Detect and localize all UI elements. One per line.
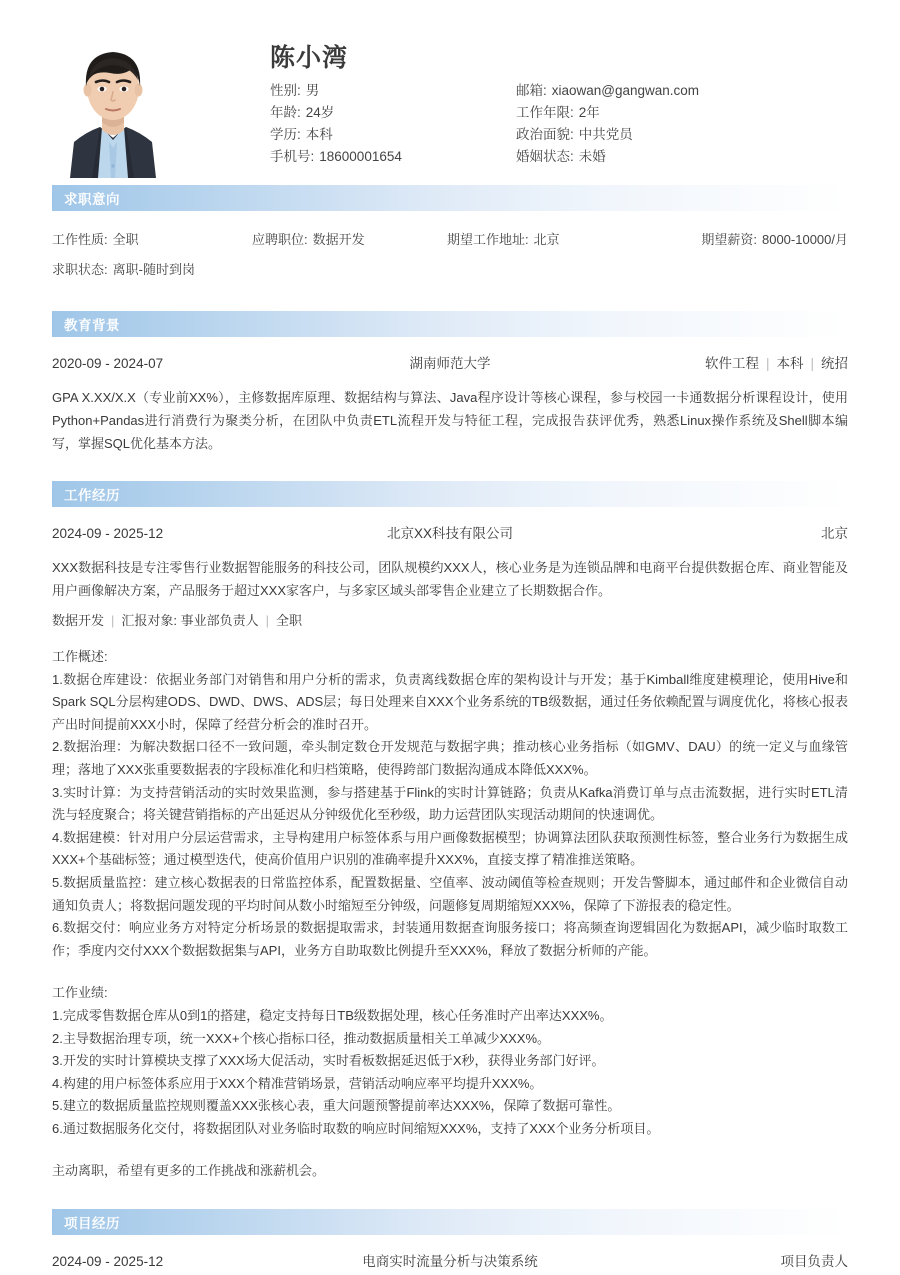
portrait-photo-icon (52, 30, 174, 178)
intent-position (252, 225, 447, 255)
info-value: 24岁 (305, 105, 335, 120)
section-header-project (52, 1209, 848, 1235)
info-row-political (516, 124, 699, 146)
info-label: 年龄: (270, 105, 301, 120)
intent-value: 北京 (533, 232, 560, 247)
intent-job-type (52, 225, 252, 255)
info-value: 本科 (305, 127, 333, 142)
work-location: 北京 (821, 526, 848, 541)
personal-info-right (516, 80, 699, 168)
divider: | (810, 356, 814, 371)
work-meta (52, 610, 848, 632)
info-label: 婚姻状态: (516, 149, 574, 164)
work-row (52, 521, 848, 547)
work-meta-type: 全职 (276, 613, 303, 628)
intent-value: 离职-随时到岗 (112, 262, 195, 277)
education-row (52, 351, 848, 377)
work-overview-item: 6.数据交付：响应业务方对特定分析场景的数据提取需求，封装通用数据查询服务接口；将高频查询逻辑固化为数据API，减少临时取数工作；季度内交付XXX个数据数据集与API，业务方自助取数比例提升至XXX%，释放了数据分析师的产能。 (52, 920, 848, 958)
work-overview-title: 工作概述: (52, 649, 108, 664)
work-company-intro: XXX数据科技是专注零售行业数据智能服务的科技公司，团队规模约XXX人，核心业务是为连锁品牌和电商平台提供数据仓库、商业智能及用户画像解决方案，产品服务于超过XXX家客户，与多家区域头部零售企业建立了长期数据合作。 (52, 560, 848, 598)
intent-value: 数据开发 (312, 232, 365, 247)
project-name: 电商实时流量分析与决策系统 (362, 1254, 538, 1270)
intent-label: 期望工作地址: (447, 232, 529, 247)
work-achievement-item: 2.主导数据治理专项，统一XXX+个核心指标口径，推动数据质量相关工单减少XXX%。 (52, 1030, 551, 1046)
info-value: 18600001654 (319, 149, 402, 164)
info-row-email (516, 80, 699, 102)
info-row-age (270, 102, 516, 124)
work-period: 2024-09 - 2025-12 (52, 526, 164, 541)
work-achievement-item: 6.通过数据服务化交付，将数据团队对业务临时取数的响应时间缩短XXX%，支持了XXX个业务分析项目。 (52, 1120, 660, 1136)
info-value: xiaowan@gangwan.com (551, 83, 700, 98)
info-label: 邮箱: (516, 83, 547, 98)
education-major: 软件工程 (704, 356, 759, 371)
work-achievement-item: 3.开发的实时计算模块支撑了XXX场大促活动，实时看板数据延迟低于X秒，获得业务部门好评。 (52, 1053, 605, 1069)
intention-row-2 (52, 255, 848, 285)
header-info (174, 30, 848, 180)
intent-status (52, 255, 252, 285)
divider: | (765, 356, 770, 371)
info-label: 政治面貌: (516, 127, 574, 142)
section-body-work (52, 507, 848, 1183)
intent-label: 求职状态: (52, 262, 108, 277)
section-header-intention (52, 185, 848, 211)
work-overview-item: 2.数据治理：为解决数据口径不一致问题，牵头制定数仓开发规范与数据字典；推动核心业务指标（如GMV、DAU）的统一定义与血缘管理；落地了XXX张重要数据表的字段标准化和归档策略，使得跨部门数据沟通成本降低XXX%。 (52, 739, 848, 777)
intention-row-1 (52, 225, 848, 255)
divider: | (111, 613, 115, 628)
work-meta-title: 数据开发 (52, 613, 105, 628)
intent-value: 8000-10000/月 (761, 232, 848, 247)
work-overview-item: 4.数据建模：针对用户分层运营需求，主导构建用户标签体系与用户画像数据模型；协调算法团队获取预测性标签，整合业务行为数据生成XXX+个基础标签；通过模型迭代，使高价值用户识别的准确率提升XXX%，直接支撑了精准推送策略。 (52, 829, 848, 868)
work-overview-item: 1.数据仓库建设：依据业务部门对销售和用户分析的需求，负责离线数据仓库的架构设计与开发；基于Kimball维度建模理论，使用Hive和Spark SQL分层构建ODS、DWD、DWS、ADS层；每日处理来自XXX个业务系统的TB级数据，通过任务依赖配置与调度优化，将核心报表产出时间提前XXX小时，保障了经营分析会的准时召开。 (52, 671, 848, 732)
intent-value: 全职 (112, 232, 139, 247)
intent-location (447, 225, 677, 255)
info-row-work-years (516, 102, 699, 124)
info-row-education (270, 124, 516, 146)
work-meta-report: 汇报对象: 事业部负责人 (121, 613, 259, 628)
info-row-marital (516, 146, 699, 168)
info-label: 工作年限: (516, 105, 574, 120)
section-body-intention (52, 211, 848, 285)
project-role: 项目负责人 (780, 1254, 848, 1270)
intent-label: 应聘职位: (252, 232, 308, 247)
work-achievement-item: 1.完成零售数据仓库从0到1的搭建，稳定支持每日TB级数据处理，核心任务准时产出率达XXX%。 (52, 1007, 613, 1023)
education-period: 2020-09 - 2024-07 (52, 356, 164, 371)
work-achievement-title: 工作业绩: (52, 985, 108, 1001)
section-body-project (52, 1235, 848, 1275)
section-header-work (52, 481, 848, 507)
info-value: 男 (305, 83, 320, 98)
work-achievement-item: 4.构建的用户标签体系应用于XXX个精准营销场景，营销活动响应率平均提升XXX%。 (52, 1075, 543, 1091)
section-title: 求职意向 (64, 192, 120, 207)
intent-salary (677, 225, 848, 255)
education-description: GPA X.XX/X.X（专业前XX%），主修数据库原理、数据结构与算法、Java程序设计等核心课程，参与校园一卡通数据分析课程设计，使用Python+Pandas进行消费行为聚类分析，在团队中负责ETL流程开发与特征工程，完成报告获评优秀，熟悉Linux操作系统及Shell脚本编写，掌握SQL优化基本方法。 (52, 390, 848, 451)
section-title: 工作经历 (64, 488, 120, 503)
work-leave-reason: 主动离职，希望有更多的工作挑战和涨薪机会。 (52, 1163, 326, 1179)
info-label: 学历: (270, 127, 301, 142)
section-title: 项目经历 (64, 1216, 120, 1232)
info-value: 2年 (578, 105, 600, 120)
section-title: 教育背景 (64, 318, 120, 333)
personal-info-left (270, 80, 516, 168)
avatar (52, 30, 174, 178)
personal-info-grid (192, 80, 848, 168)
education-degree: 本科 (776, 356, 804, 371)
section-header-education (52, 311, 848, 337)
info-row-gender (270, 80, 516, 102)
project-period: 2024-09 - 2025-12 (52, 1254, 164, 1270)
info-value: 未婚 (578, 149, 606, 164)
info-label: 性别: (270, 83, 301, 98)
info-row-phone (270, 146, 516, 168)
info-value: 中共党员 (578, 127, 633, 142)
page-title: 陈小湾 (270, 44, 349, 72)
work-achievement-item: 5.建立的数据质量监控规则覆盖XXX张核心表，重大问题预警提前率达XXX%，保障了数据可靠性。 (52, 1098, 621, 1114)
section-body-education (52, 337, 848, 455)
divider: | (265, 613, 270, 628)
work-overview-item: 5.数据质量监控：建立核心数据表的日常监控体系，配置数据量、空值率、波动阈值等检查规则；开发告警脚本，通过邮件和企业微信自动通知负责人；将数据问题发现的平均时间从数小时缩短至分钟级，问题修复周期缩短XXX%，保障了下游报表的稳定性。 (52, 874, 848, 913)
education-school: 湖南师范大学 (409, 356, 491, 371)
intent-label: 期望薪资: (701, 232, 757, 247)
education-tags (548, 351, 848, 377)
intent-label: 工作性质: (52, 232, 108, 247)
education-admission: 统招 (821, 356, 848, 371)
work-overview-item: 3.实时计算：为支持营销活动的实时效果监测，参与搭建基于Flink的实时计算链路；负责从Kafka消费订单与点击流数据，进行实时ETL清洗与轻度聚合；将关键营销指标的产出延迟从分钟级优化至秒级，助力运营团队实现活动期间的快速调优。 (52, 784, 848, 823)
resume-header (0, 0, 900, 185)
info-label: 手机号: (270, 149, 315, 164)
project-row (52, 1249, 848, 1275)
work-company: 北京XX科技有限公司 (386, 526, 513, 541)
